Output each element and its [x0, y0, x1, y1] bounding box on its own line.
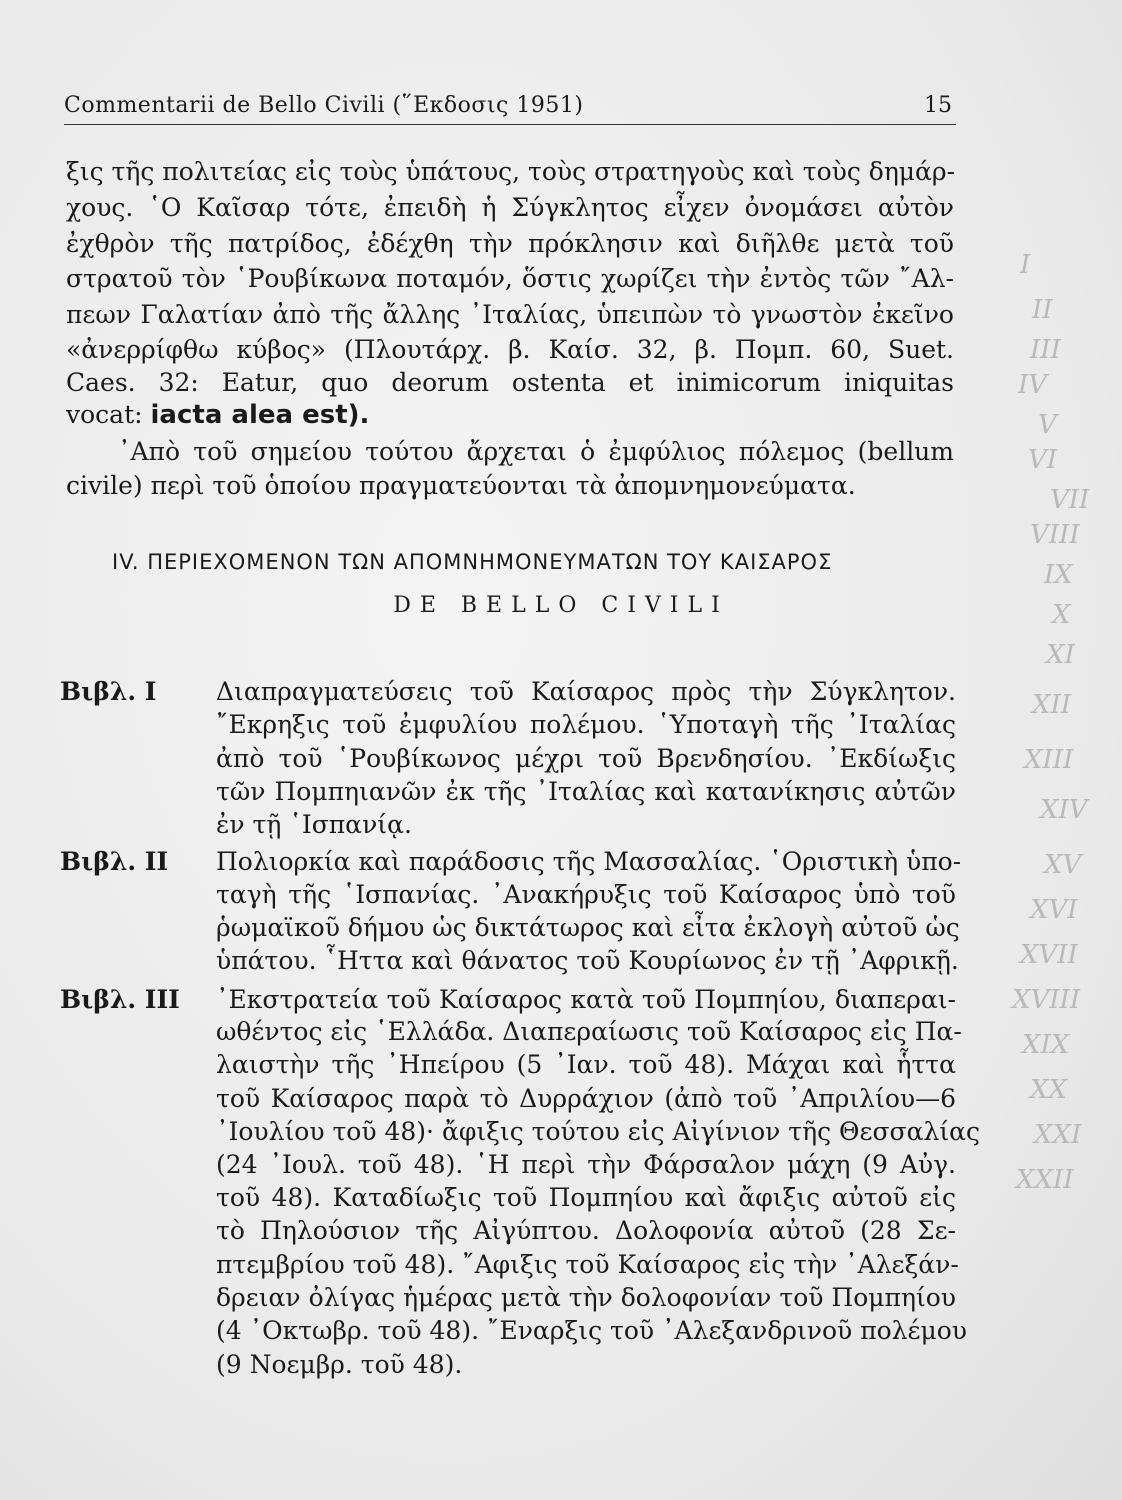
section-subheading: DE BELLO CIVILI: [393, 593, 729, 618]
intro-line: πεων Γαλατίαν ἀπὸ τῆς ἄλλης ᾿Ιταλίας, ὑπειπὼν τὸ γνωστὸν ἐκεῖνο: [66, 300, 954, 329]
margin-note: XXII: [1016, 1165, 1074, 1195]
intro-line: χους. ῾Ο Καῖσαρ τότε, ἐπειδὴ ἡ Σύγκλητος εἶχεν ὀνομάσει αὐτὸν: [66, 193, 954, 222]
margin-note: XX: [1030, 1075, 1068, 1105]
paragraph-line: ᾿Απὸ τοῦ σημείου τούτου ἄρχεται ὁ ἐμφύλιος πόλεμος (bellum: [118, 437, 954, 466]
margin-bleedthrough: [1010, 250, 1122, 1400]
intro-line-bold: [66, 400, 954, 430]
margin-note: I: [1020, 250, 1031, 280]
margin-note: XIX: [1022, 1030, 1070, 1060]
book-line: Πολιορκία καὶ παράδοσις τῆς Μασσαλίας. ῾Οριστικὴ ὑπο-: [216, 847, 962, 876]
section-heading: IV. ΠΕΡΙΕΧΟΜΕΝΟΝ ΤΩΝ ΑΠΟΜΝΗΜΟΝΕΥΜΑΤΩΝ ΤΟΥ ΚΑΙΣΑΡΟΣ: [112, 550, 833, 574]
intro-line: στρατοῦ τὸν ῾Ρουβίκωνα ποταμόν, ὅστις χωρίζει τὴν ἐντὸς τῶν ῎Αλ-: [66, 264, 954, 293]
book-line: πτεμβρίου τοῦ 48). ῎Αφιξις τοῦ Καίσαρος εἰς τὴν ᾿Αλεξάν-: [216, 1250, 959, 1279]
book-line: λαιστὴν τῆς ᾿Ηπείρου (5 ᾿Ιαν. τοῦ 48). Μάχαι καὶ ἧττα: [216, 1050, 956, 1079]
margin-note: VI: [1028, 445, 1058, 475]
margin-note: VII: [1050, 485, 1090, 515]
book-line: τὸ Πηλούσιον τῆς Αἰγύπτου. Δολοφονία αὐτοῦ (28 Σε-: [216, 1216, 956, 1245]
margin-note: XI: [1046, 640, 1075, 670]
running-header: [64, 88, 956, 125]
paragraph-line: civile) περὶ τοῦ ὁποίου πραγματεύονται τὰ ἀπομνημονεύματα.: [66, 471, 856, 500]
book-label: Βιβλ. II: [60, 847, 169, 876]
margin-note: XXI: [1034, 1120, 1082, 1150]
book-line: ἐν τῇ ῾Ισπανίᾳ.: [216, 810, 412, 839]
margin-note: XVIII: [1012, 985, 1081, 1015]
book-line: ῥωμαϊκοῦ δήμου ὡς δικτάτωρος καὶ εἶτα ἐκλογὴ αὐτοῦ ὡς: [216, 913, 960, 942]
margin-note: XIII: [1024, 745, 1074, 775]
margin-note: XVII: [1020, 940, 1078, 970]
intro-line: Caes. 32: Eatur, quo deorum ostenta et inimicorum iniquitas: [66, 368, 954, 397]
margin-note: XII: [1032, 690, 1072, 720]
book-line: ταγὴ τῆς ῾Ισπανίας. ᾿Ανακήρυξις τοῦ Καίσαρος ὑπὸ τοῦ: [216, 880, 956, 909]
margin-note: IV: [1018, 370, 1048, 400]
book-label: Βιβλ. I: [60, 677, 157, 706]
margin-note: XIV: [1040, 795, 1088, 825]
book-line: δρειαν ὀλίγας ἡμέρας μετὰ τὴν δολοφονίαν τοῦ Πομπηίου: [216, 1283, 956, 1312]
intro-bold-quote: iacta alea est).: [150, 400, 370, 430]
margin-note: II: [1032, 295, 1053, 325]
book-line: ᾿Εκστρατεία τοῦ Καίσαρος κατὰ τοῦ Πομπηίου, διαπεραι-: [216, 985, 956, 1014]
book-line: Διαπραγματεύσεις τοῦ Καίσαρος πρὸς τὴν Σύγκλητον.: [216, 677, 956, 706]
book-line: ωθέντος εἰς ῾Ελλάδα. Διαπεραίωσις τοῦ Καίσαρος εἰς Πα-: [216, 1017, 962, 1046]
margin-note: IX: [1044, 560, 1073, 590]
intro-vocat: vocat:: [66, 400, 143, 429]
book-line: (24 ᾿Ιουλ. τοῦ 48). ῾Η περὶ τὴν Φάρσαλον μάχη (9 Αὐγ.: [216, 1150, 956, 1179]
book-line: τοῦ Καίσαρος παρὰ τὸ Δυρράχιον (ἀπὸ τοῦ ᾿Απριλίου—6: [216, 1084, 956, 1113]
book-line: τῶν Πομπηιανῶν ἐκ τῆς ᾿Ιταλίας καὶ κατανίκησις αὐτῶν: [216, 777, 956, 806]
intro-line: ξις τῆς πολιτείας εἰς τοὺς ὑπάτους, τοὺς στρατηγοὺς καὶ τοὺς δημάρ-: [66, 157, 956, 186]
header-title: Commentarii de Bello Civili (῞Εκδοσις 1951): [64, 93, 584, 118]
margin-note: VIII: [1030, 520, 1080, 550]
margin-note: XVI: [1030, 895, 1078, 925]
book-line: ῎Εκρηξις τοῦ ἐμφυλίου πολέμου. ῾Υποταγὴ τῆς ᾿Ιταλίας: [216, 710, 956, 739]
book-line: ὑπάτου. ῟Ηττα καὶ θάνατος τοῦ Κουρίωνος ἐν τῇ ᾿Αφρικῇ.: [216, 946, 959, 975]
intro-line: ἐχθρὸν τῆς πατρίδος, ἐδέχθη τὴν πρόκλησιν καὶ διῆλθε μετὰ τοῦ: [66, 229, 954, 258]
book-line: (9 Νοεμβρ. τοῦ 48).: [216, 1350, 463, 1379]
margin-note: V: [1038, 410, 1057, 440]
book-line: ᾿Ιουλίου τοῦ 48)· ἄφιξις τούτου εἰς Αἰγίνιον τῆς Θεσσαλίας: [216, 1117, 981, 1146]
page-number: 15: [924, 93, 952, 118]
intro-line: «ἀνερρίφθω κύβος» (Πλουτάρχ. β. Καίσ. 32, β. Πομπ. 60, Suet.: [66, 335, 954, 364]
book-line: ἀπὸ τοῦ ῾Ρουβίκωνος μέχρι τοῦ Βρενδησίου. ᾿Εκδίωξις: [216, 744, 956, 773]
margin-note: III: [1030, 335, 1061, 365]
book-label: Βιβλ. III: [60, 985, 180, 1014]
margin-note: X: [1052, 600, 1071, 630]
book-line: (4 ᾿Οκτωβρ. τοῦ 48). ῎Εναρξις τοῦ ᾿Αλεξανδρινοῦ πολέμου: [216, 1316, 967, 1345]
book-line: τοῦ 48). Καταδίωξις τοῦ Πομπηίου καὶ ἄφιξις αὐτοῦ εἰς: [216, 1183, 956, 1212]
margin-note: XV: [1044, 850, 1082, 880]
